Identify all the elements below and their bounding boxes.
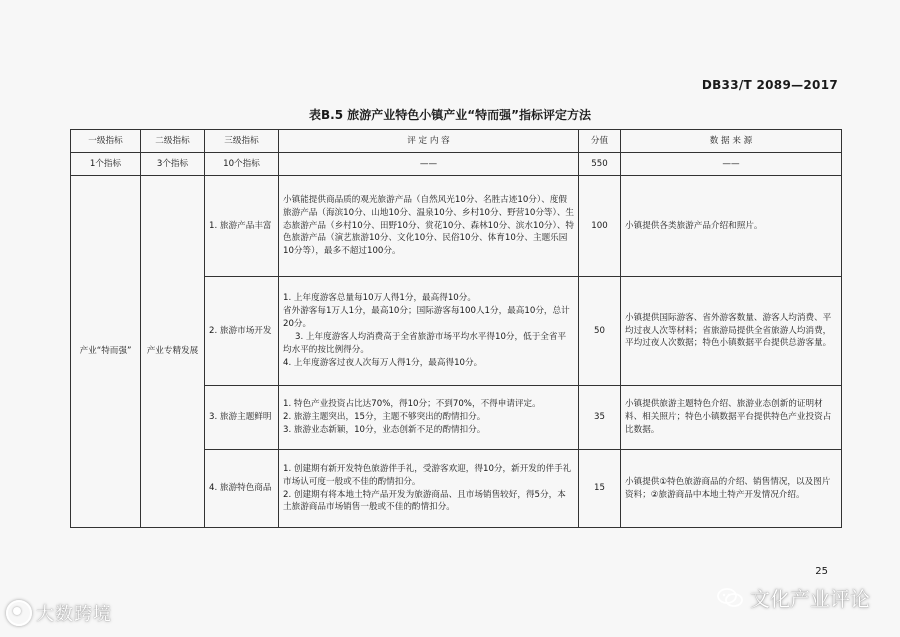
- score-cell: 100: [579, 176, 621, 277]
- content-cell: [279, 450, 579, 528]
- evaluation-table: [70, 129, 842, 528]
- content-line: 小镇能提供商品质的观光旅游产品（自然风光10分、名胜古迹10分）、度假旅游产品（海滨10分、山地10分、温泉10分、乡村10分、野营10分等）、生态旅游产品（乡村10分、田野10分、赏花10分、森林10分、滨水10分）、特色旅游产品（演艺旅游10分、文化10分、民俗10分、体育10分、主题乐园10分等），最多不超过100分。: [283, 194, 575, 257]
- summary-cell: 3个指标: [141, 153, 205, 176]
- header-cell: 评 定 内 容: [279, 130, 579, 153]
- content-line: 3. 旅游业态新颖，10分，业态创新不足的酌情扣分。: [283, 424, 486, 435]
- watermark-left: [6, 600, 112, 626]
- content-line: 2. 旅游主题突出，15分，主题不够突出的酌情扣分。: [283, 412, 486, 423]
- header-cell: 二级指标: [141, 130, 205, 153]
- page-number: 25: [815, 566, 828, 577]
- source-cell: 小镇提供旅游主题特色介绍、旅游业态创新的证明材料、相关照片；特色小镇数据平台提供特色产业投资占比数据。: [621, 386, 842, 450]
- source-cell: 小镇提供国际游客、省外游客数量、游客人均消费、平均过夜人次等材料；省旅游局提供全省旅游人均消费，平均过夜人次数据；特色小镇数据平台提供总游客量。: [621, 277, 842, 386]
- table-title: 表B.5 旅游产业特色小镇产业“特而强”指标评定方法: [308, 108, 591, 122]
- score-cell: 50: [579, 277, 621, 386]
- summary-cell: 1个指标: [71, 153, 141, 176]
- summary-cell: ——: [621, 153, 842, 176]
- content-cell: [279, 386, 579, 450]
- content-line: 1. 创建期有新开发特色旅游伴手礼，受游客欢迎，得10分，新开发的伴手礼市场认可度一般或不佳的酌情扣分。: [283, 463, 572, 487]
- header-cell: 数 据 来 源: [621, 130, 842, 153]
- summary-row: [71, 153, 842, 176]
- header-cell: 分值: [579, 130, 621, 153]
- summary-cell: 10个指标: [205, 153, 279, 176]
- level3-cell: 4. 旅游特色商品: [205, 450, 279, 528]
- watermark-left-text: 大数跨境: [36, 604, 112, 625]
- summary-cell: ——: [279, 153, 579, 176]
- content-line: 2. 创建期有将本地土特产品开发为旅游商品、且市场销售较好，得5分，本土旅游商品市场销售一般或不佳的酌情扣分。: [283, 489, 566, 513]
- watermark-right: [716, 583, 870, 612]
- content-cell: [279, 176, 579, 277]
- content-line: 4. 上年度游客过夜人次每万人得1分，最高得10分。: [283, 357, 483, 368]
- content-cell: [279, 277, 579, 386]
- header-cell: 三级指标: [205, 130, 279, 153]
- circle-logo-icon: [6, 600, 32, 626]
- source-cell: 小镇提供①特色旅游商品的介绍、销售情况，以及图片资料；②旅游商品中本地土特产开发情况介绍。: [621, 450, 842, 528]
- table-row: [71, 176, 842, 277]
- level2-cell: 产业专精发展: [141, 176, 205, 528]
- content-line: 1. 特色产业投资占比达70%，得10分；不到70%，不得申请评定。: [283, 399, 541, 410]
- table-header-row: [71, 130, 842, 153]
- level3-cell: 3. 旅游主题鲜明: [205, 386, 279, 450]
- source-cell: 小镇提供各类旅游产品介绍和照片。: [621, 176, 842, 277]
- wechat-icon: [716, 587, 744, 609]
- content-line: 3. 上年度游客人均消费高于全省旅游市场平均水平得10分，低于全省平均水平的按比例得分。: [283, 332, 567, 355]
- content-line: 省外游客每1万人1分，最高10分；国际游客每100人1分，最高10分，总计20分。: [283, 306, 570, 330]
- level3-cell: 2. 旅游市场开发: [205, 277, 279, 386]
- document-code: DB33/T 2089—2017: [701, 78, 838, 92]
- summary-cell: 550: [579, 153, 621, 176]
- content-line: 1. 上年度游客总量每10万人得1分，最高得10分。: [283, 293, 476, 304]
- level3-cell: 1. 旅游产品丰富: [205, 176, 279, 277]
- score-cell: 15: [579, 450, 621, 528]
- header-cell: 一级指标: [71, 130, 141, 153]
- watermark-right-text: 文化产业评论: [750, 587, 870, 611]
- level1-cell: 产业“特而强”: [71, 176, 141, 528]
- score-cell: 35: [579, 386, 621, 450]
